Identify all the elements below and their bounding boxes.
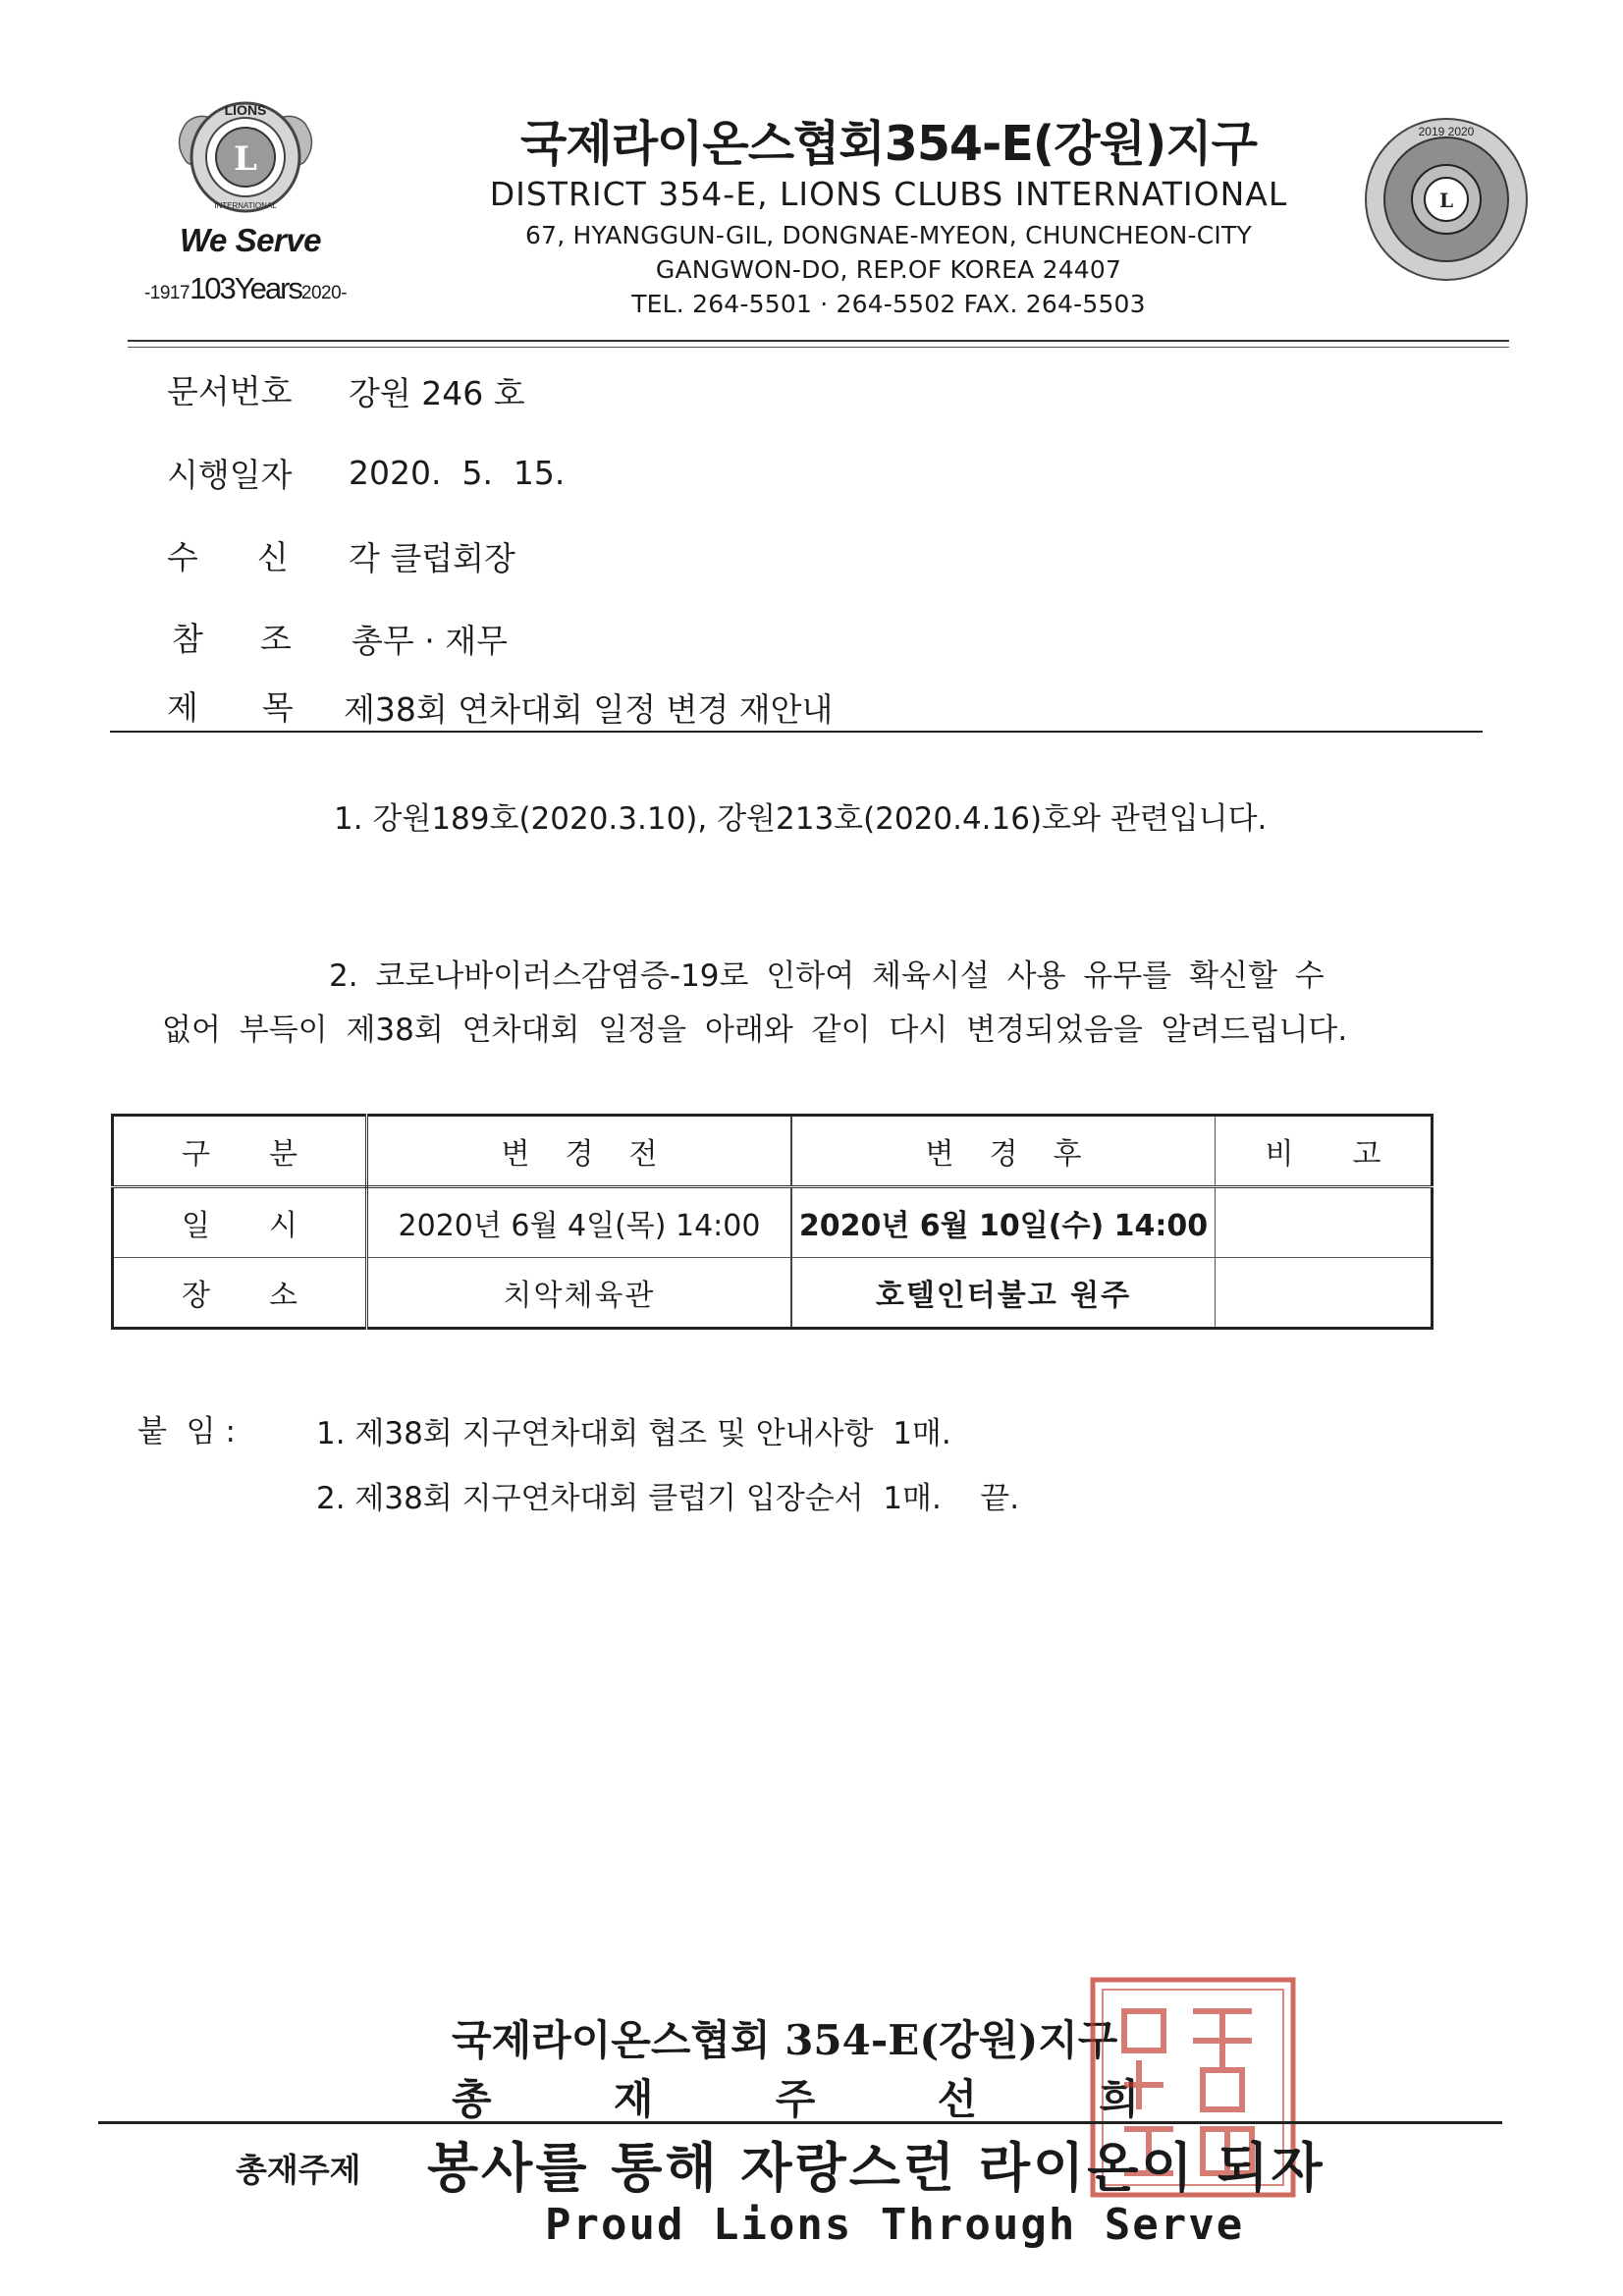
seal-text: 2019 2020 bbox=[1418, 125, 1475, 138]
cell-after: 2020년 6월 10일(수) 14:00 bbox=[791, 1187, 1216, 1258]
reference: 총무 · 재무 bbox=[352, 622, 508, 660]
sender-name bbox=[452, 2067, 1139, 2126]
recipient-label-text: 수신 bbox=[167, 538, 348, 576]
address-line-2: GANGWON-DO, REP.OF KOREA 24407 bbox=[655, 255, 1122, 284]
cell-before: 2020년 6월 4일(목) 14:00 bbox=[367, 1187, 792, 1258]
schedule-table bbox=[111, 1114, 1440, 1330]
date-label: 시행일자 bbox=[167, 456, 293, 494]
row-label: 장소 bbox=[113, 1258, 367, 1329]
attachment-item: 1. 제38회 지구연차대회 협조 및 안내사항 1매. bbox=[316, 1416, 951, 1451]
org-address bbox=[373, 218, 1404, 321]
footer-rule bbox=[98, 2121, 1502, 2124]
years-start: -1917 bbox=[143, 283, 190, 303]
header-rule bbox=[128, 340, 1509, 342]
subject: 제38회 연차대회 일정 변경 재안내 bbox=[344, 690, 834, 729]
district-motto: 봉사를 통해 자랑스런 라이온이 되자 bbox=[427, 2137, 1325, 2199]
district-motto-en: Proud Lions Through Serve bbox=[545, 2200, 1245, 2250]
paragraph-2-line-1: 2. 코로나바이러스감염증-19로 인하여 체육시설 사용 유무를 확신할 수 bbox=[329, 958, 1325, 994]
recipient: 각 클럽회장 bbox=[349, 539, 515, 577]
lions-club-emblem-icon bbox=[167, 93, 324, 226]
cell-after: 호텔인터불고 원주 bbox=[791, 1258, 1216, 1329]
motto-label: 총재주제 bbox=[236, 2151, 361, 2189]
logo-text-top: LIONS bbox=[224, 102, 267, 118]
header-cell-after: 변경후 bbox=[791, 1116, 1216, 1187]
meta-divider bbox=[110, 731, 1483, 733]
cell-before: 치악체육관 bbox=[367, 1258, 792, 1329]
address-line-1: 67, HYANGGUN-GIL, DONGNAE-MYEON, CHUNCHEON-CITY bbox=[525, 221, 1252, 249]
cell-note bbox=[1216, 1258, 1433, 1329]
attachment-item: 2. 제38회 지구연차대회 클럽기 입장순서 1매. 끝. bbox=[316, 1481, 1020, 1516]
table-row bbox=[113, 1258, 1433, 1329]
logo-text-bottom: INTERNATIONAL bbox=[214, 201, 277, 210]
header-cell-category: 구분 bbox=[113, 1116, 367, 1187]
district-seal-icon bbox=[1363, 116, 1530, 283]
years-badge bbox=[123, 271, 368, 306]
header-cell-before: 변경전 bbox=[367, 1116, 792, 1187]
org-name-ko: 국제라이온스협회354-E(강원)지구 bbox=[520, 116, 1257, 172]
we-serve-slogan: We Serve bbox=[180, 222, 321, 258]
years-main: 103Years bbox=[189, 271, 301, 305]
years-end: 2020- bbox=[300, 283, 348, 303]
svg-text:L: L bbox=[1438, 189, 1454, 212]
sender-name-char: 주 bbox=[775, 2075, 816, 2123]
subject-label: 제목 bbox=[167, 688, 357, 727]
sender-name-char: 총 bbox=[452, 2075, 492, 2123]
table-header-row bbox=[113, 1116, 1433, 1187]
header-cell-note: 비고 bbox=[1216, 1116, 1433, 1187]
contact-line: TEL. 264-5501 · 264-5502 FAX. 264-5503 bbox=[631, 290, 1146, 318]
row-label: 일시 bbox=[113, 1187, 367, 1258]
paragraph-1: 1. 강원189호(2020.3.10), 강원213호(2020.4.16)호와 관련입니다. bbox=[334, 801, 1268, 837]
attachments-label: 붙 임 : bbox=[137, 1414, 236, 1449]
org-name-en: DISTRICT 354-E, LIONS CLUBS INTERNATIONAL bbox=[489, 175, 1288, 213]
doc-no-label: 문서번호 bbox=[167, 372, 293, 410]
date: 2020. 5. 15. bbox=[349, 454, 566, 492]
logo-letter: L bbox=[234, 139, 257, 179]
sender-name-char: 재 bbox=[613, 2075, 654, 2123]
header-rule-thin bbox=[128, 347, 1509, 348]
sender-name-char: 희 bbox=[1099, 2075, 1139, 2123]
recipient-label bbox=[167, 532, 348, 578]
sender-name-char: 선 bbox=[937, 2075, 978, 2123]
table-row bbox=[113, 1187, 1433, 1258]
reference-label: 참조 bbox=[172, 620, 349, 658]
sender-org: 국제라이온스협회 354-E(강원)지구 bbox=[452, 2016, 1118, 2064]
cell-note bbox=[1216, 1187, 1433, 1258]
doc-no: 강원 246 호 bbox=[349, 374, 525, 412]
paragraph-2-line-2: 없어 부득이 제38회 연차대회 일정을 아래와 같이 다시 변경되었음을 알려드립니다. bbox=[162, 1012, 1348, 1048]
